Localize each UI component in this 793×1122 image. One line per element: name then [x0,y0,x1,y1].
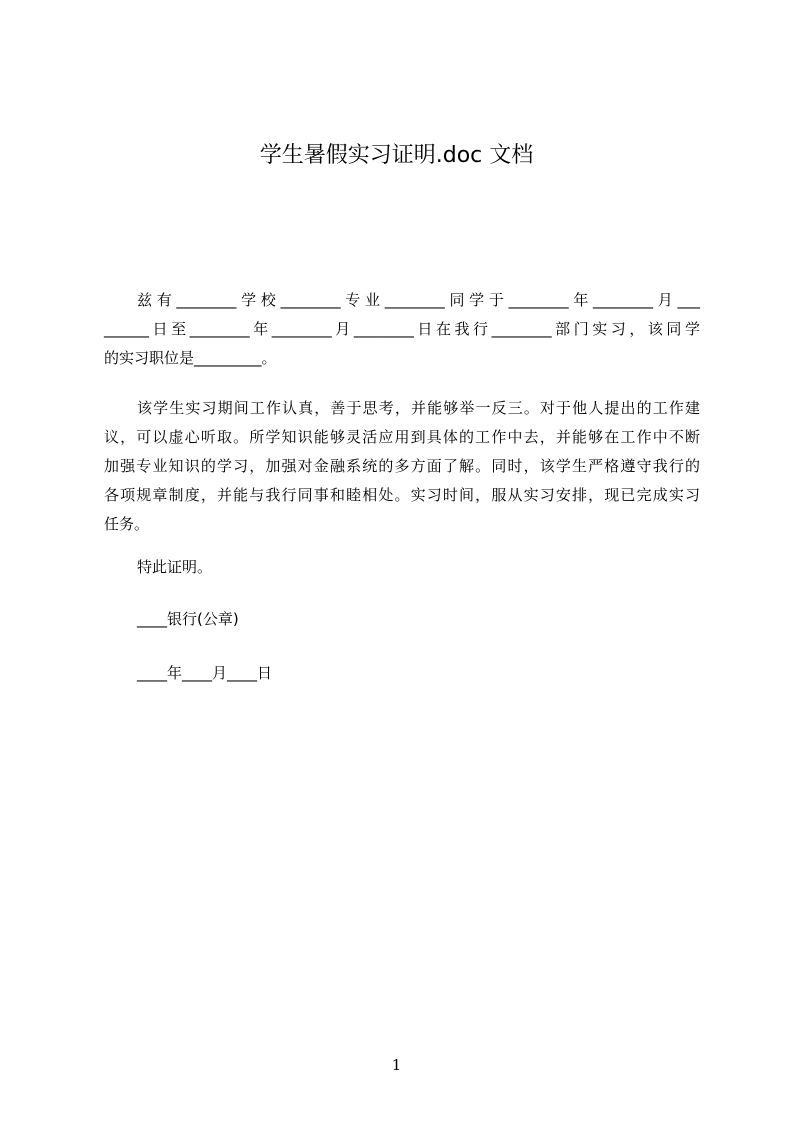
paragraph-line: 加强专业知识的学习，加强对金融系统的多方面了解。同时，该学生严格遵守我行的 [104,457,700,475]
document-title: 学生暑假实习证明.doc 文档 [259,143,534,168]
paragraph-line: 各项规章制度，并能与我行同事和睦相处。实习时间，服从实习安排，现已完成实习 [104,486,700,504]
paragraph-line: 任务。 [104,515,150,533]
page-number: 1 [391,1056,402,1074]
paragraph-line: 该学生实习期间工作认真，善于思考，并能够举一反三。对于他人提出的工作建 [137,399,700,417]
paragraph-line: 议，可以虚心听取。所学知识能够灵活应用到具体的工作中去，并能够在工作中不断 [104,428,700,446]
paragraph-line: 的实习职位是_________。 [104,349,277,367]
bank-seal-line: ____银行(公章) [137,610,239,628]
paragraph-line: ______日至________年________月________日在我行________部门实习，该同学 [104,320,700,338]
date-line: ____年____月____日 [137,664,273,682]
internship-details-paragraph [104,286,700,373]
certification-statement: 特此证明。 [137,558,213,576]
paragraph-line: 兹有________学校________专业________同学于________年________月___ [137,291,700,309]
performance-evaluation-paragraph [104,394,700,539]
